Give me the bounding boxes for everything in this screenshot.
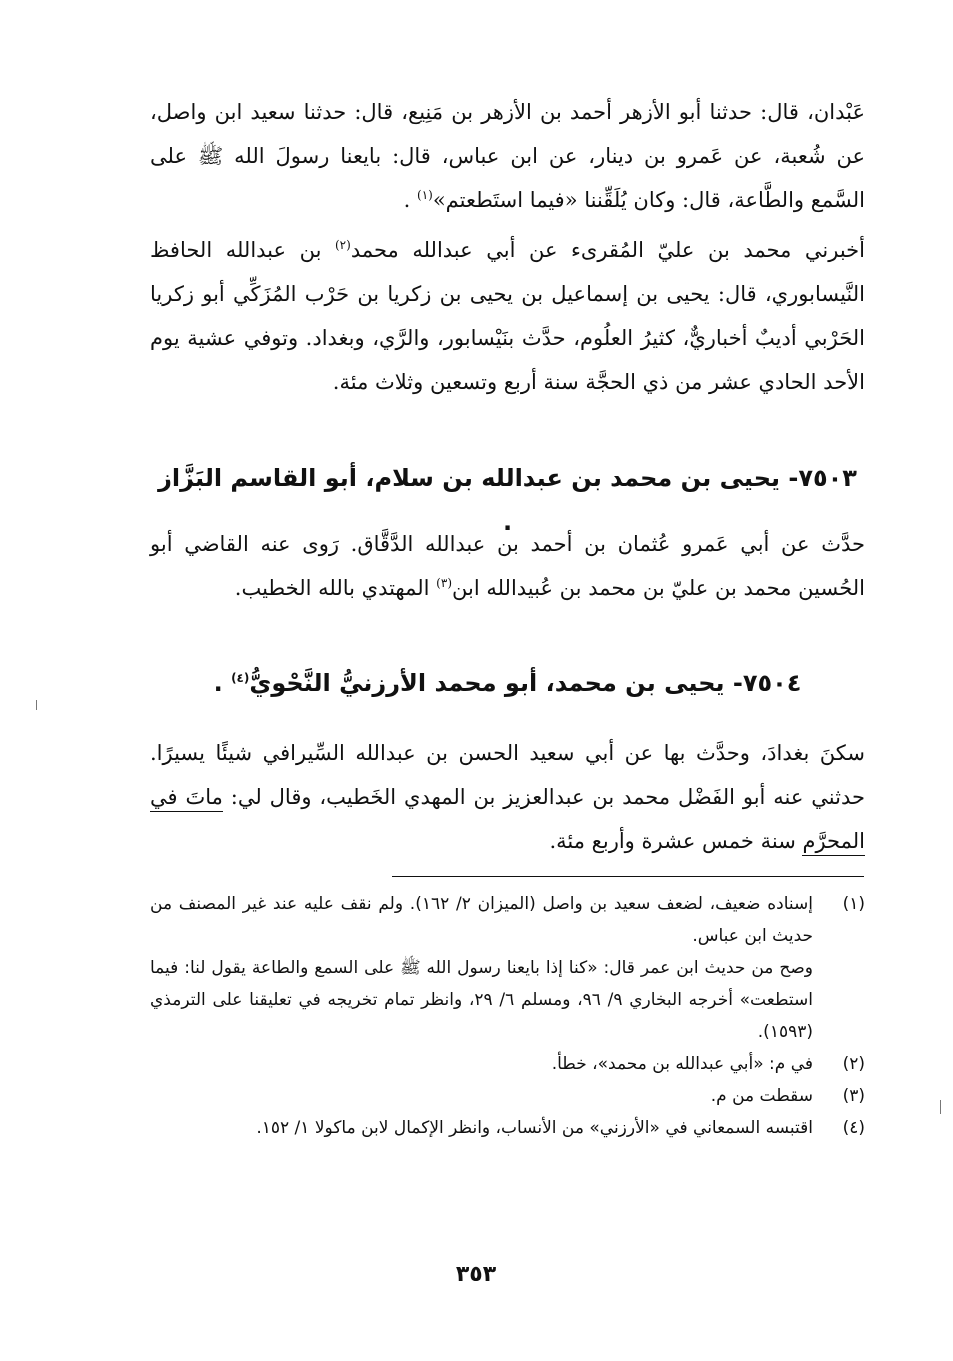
footnote-4-text: اقتبسه السمعاني في «الأرزني» من الأنساب، وانظر الإكمال لابن ماكولا ١/ ١٥٢. bbox=[256, 1118, 813, 1138]
footnote-number: (٤) bbox=[842, 1118, 865, 1138]
footnote-separator bbox=[392, 876, 864, 877]
paragraph-3-text-a: حدَّث عن أبي عَمرو عُثمان بن أحمد بن عبدالله الدَّقَّاق. رَوى عنه القاضي أبو الحُسين محمد بن عليّ بن محمد بن عُبيدالله ابن bbox=[150, 532, 865, 600]
entry-heading-7504 bbox=[150, 661, 865, 705]
scan-edge-mark bbox=[940, 1100, 941, 1114]
paragraph-2-text-b: بن عبدالله الحافظ النَّيسابوري، قال: يحيى بن إسماعيل بن يحيى بن زكريا بن حَرْب المُزَكِّي أبو زكريا الحَرْبي أديبٌ أخباريٌّ، كثيرُ العلُوم، حدَّث بنَيْسابور، والرَّي، وبغداد. وتوفي عشية يوم الأحد الحادي عشر من ذي الحجَّة سنة أربع وتسعين وثلاث مئة. bbox=[150, 238, 865, 394]
scan-edge-mark bbox=[36, 700, 37, 710]
paragraph-1-text: عَبْدان، قال: حدثنا أبو الأزهر أحمد بن الأزهر بن مَنِيع، قال: حدثنا سعيد ابن واصل، عن شُعبة، عن عَمرو بن دينار، عن ابن عباس، قال: بايعنا رسولَ الله ﷺ على السَّمع والطَّاعة، قال: وكان يُلَقِّننا «فيما استَطعتم» bbox=[150, 100, 865, 212]
paragraph-4 bbox=[150, 731, 865, 863]
entry-heading-7504-end: . bbox=[213, 669, 232, 697]
footnote-ref-2: (٢) bbox=[334, 238, 351, 252]
footnotes bbox=[150, 888, 865, 1144]
footnote-ref-3: (٣) bbox=[436, 576, 452, 590]
footnote-number: (١) bbox=[842, 894, 865, 914]
paragraph-3 bbox=[150, 522, 865, 610]
footnote-ref-4: (٤) bbox=[231, 671, 250, 685]
footnote-1 bbox=[150, 888, 865, 1048]
footnote-1-para-1: إسناده ضعيف، لضعف سعيد بن واصل (الميزان ٢/ ١٦٢). ولم نقف عليه عند غير المصنف من حديث ابن عباس. bbox=[150, 894, 813, 946]
entry-heading-7504-text: ٧٥٠٤- يحيى بن محمد، أبو محمد الأرزنيُّ النَّحْويُّ bbox=[249, 669, 802, 697]
footnote-4 bbox=[150, 1112, 865, 1144]
footnote-3-text: سقطت من م. bbox=[710, 1086, 813, 1106]
paragraph-1 bbox=[150, 90, 865, 222]
paragraph-3-text-b: المهتدي بالله الخطيب. bbox=[234, 576, 437, 600]
footnote-number: (٣) bbox=[842, 1086, 865, 1106]
paragraph-2 bbox=[150, 228, 865, 404]
footnote-number: (٢) bbox=[842, 1054, 865, 1074]
footnote-3 bbox=[150, 1080, 865, 1112]
paragraph-4-text-b: سنة خمس عشرة وأربع مئة. bbox=[549, 829, 803, 853]
paragraph-2-text-a: أخبرني محمد بن عليّ المُقرىء عن أبي عبدالله محمد bbox=[350, 238, 865, 262]
paragraph-4-text-a: سكنَ بغدادَ، وحدَّث بها عن أبي سعيد الحسن بن عبدالله السِّيرافي شيئًا يسيرًا. حدثني عنه أبو الفَضْل محمد بن عبدالعزيز بن المهدي الخَطيب، وقال لي: bbox=[150, 741, 865, 809]
underlined-phrase: ماتَ في المحرَّم bbox=[150, 785, 865, 856]
entry-heading-7503: ٧٥٠٣- يحيى بن محمد بن عبدالله بن سلام، أبو القاسم البَزَّاز . bbox=[158, 464, 857, 536]
footnote-1-para-2: وصح من حديث ابن عمر قال: «كنا إذا بايعنا رسول الله ﷺ على السمع والطاعة يقول لنا: فيما استطعت» أخرجه البخاري ٩/ ٩٦، ومسلم ٦/ ٢٩، وانظر تمام تخريجه في تعليقنا على الترمذي (١٥٩٣). bbox=[150, 958, 813, 1042]
footnote-2-text: في م: «أبي عبدالله بن محمد»، خطأ. bbox=[551, 1054, 813, 1074]
footnote-ref-1: (١) bbox=[417, 188, 433, 202]
footnote-2 bbox=[150, 1048, 865, 1080]
page-number: ٣٥٣ bbox=[455, 1262, 497, 1287]
paragraph-1-end: . bbox=[403, 188, 417, 212]
